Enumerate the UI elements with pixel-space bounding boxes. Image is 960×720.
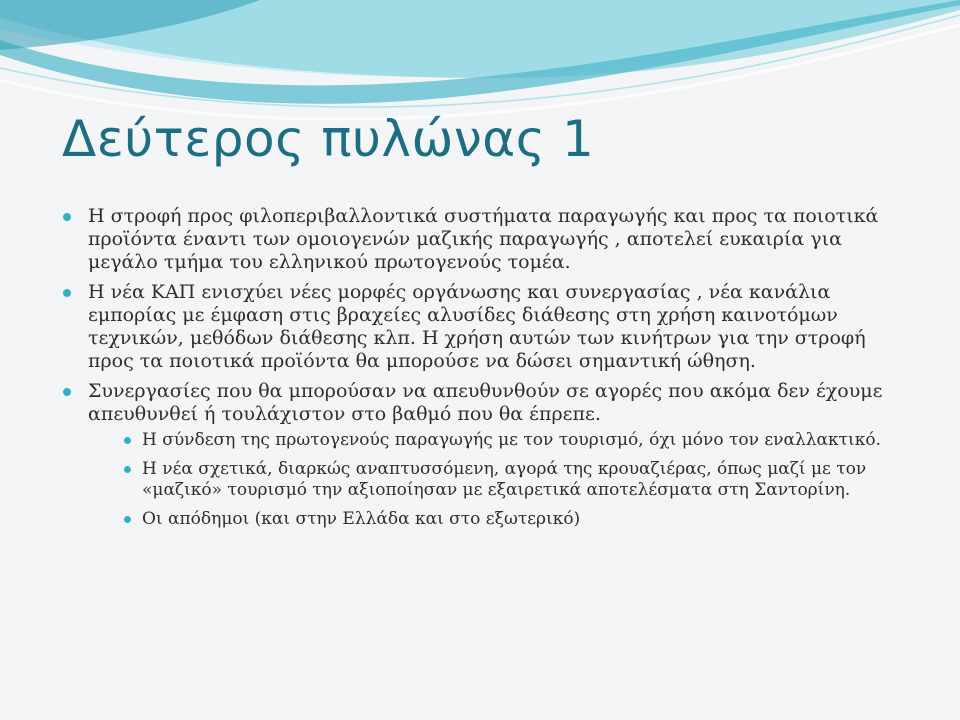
bullet-list [60,205,910,530]
slide-content [60,205,910,538]
sub-bullet-item [124,430,910,451]
bullet-item [60,281,910,373]
bullet-text: Η στροφή προς φιλοπεριβαλλοντικά συστήματα παραγωγής και προς τα ποιοτικά προϊόντα έναντι των ομοιογενών μαζικής παραγωγής , αποτελεί ευκαιρία για μεγάλο τμήμα του ελληνικού πρωτογενούς τομέα. [88,205,879,273]
sub-bullet-text: Η νέα σχετικά, διαρκώς αναπτυσσόμενη, αγορά της κρουαζιέρας, όπως μαζί με τον «μαζικό» τουρισμό την αξιοποίησαν με εξαιρετικά αποτελέσματα στη Σαντορίνη. [142,459,867,500]
bullet-text: Η νέα ΚΑΠ ενισχύει νέες μορφές οργάνωσης και συνεργασίας , νέα κανάλια εμπορίας με έμφαση στις βραχείες αλυσίδες διάθεσης στη χρήση καινοτόμων τεχνικών, μεθόδων διάθεσης κλπ. Η χρήση αυτών των κινήτρων για την στροφή προς τα ποιοτικά προϊόντα θα μπορούσε να δώσει σημαντική ώθηση. [88,281,866,372]
bullet-item [60,205,910,274]
sub-bullet-list [88,430,910,530]
sub-bullet-item [124,509,910,530]
sub-bullet-text: Οι απόδημοι (και στην Ελλάδα και στο εξωτερικό) [142,509,581,529]
sub-bullet-item [124,459,910,501]
slide-title: Δεύτερος πυλώνας 1 [62,110,595,168]
bullet-item [60,380,910,530]
bullet-text: Συνεργασίες που θα μπορούσαν να απευθυνθούν σε αγορές που ακόμα δεν έχουμε απευθυνθεί ή τουλάχιστον στο βαθμό που θα έπρεπε. [88,380,883,425]
sub-bullet-text: Η σύνδεση της πρωτογενούς παραγωγής με τον τουρισμό, όχι μόνο τον εναλλακτικό. [142,430,881,450]
